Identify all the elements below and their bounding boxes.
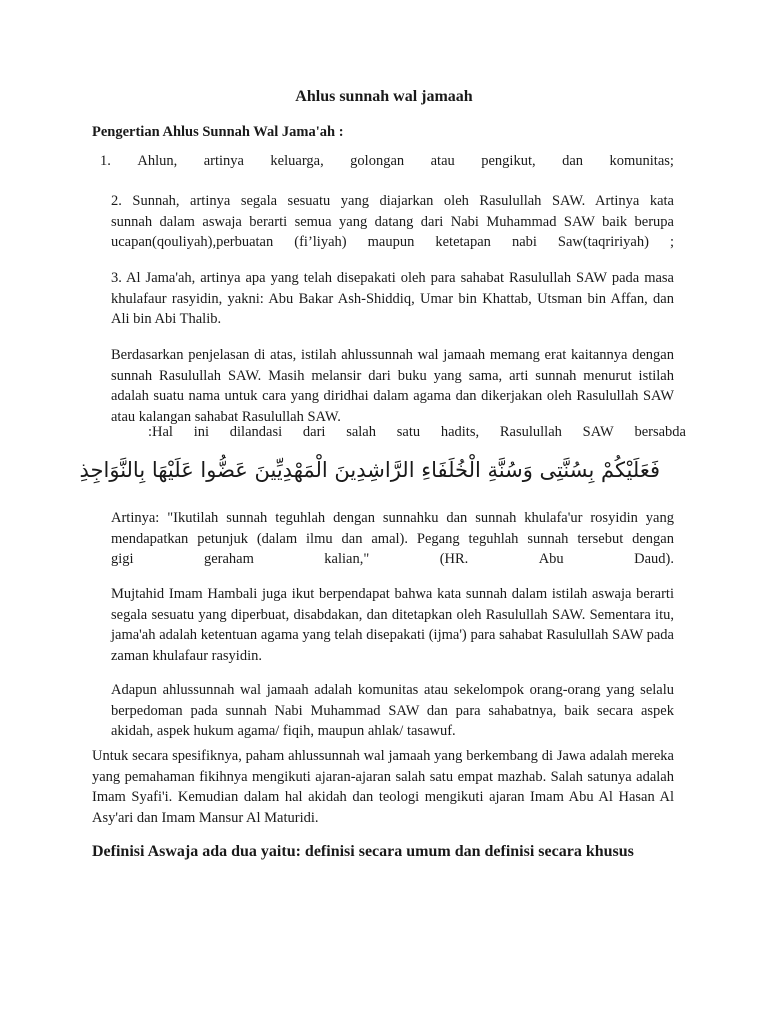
paragraph-spesifik: Untuk secara spesifiknya, paham ahlussunnah wal jamaah yang berkembang di Jawa adalah mereka yang pemahaman fikihnya mengikuti ajaran-ajaran salah satu empat mazhab. Salah satunya adalah Imam Syafi'i. Kemudian dalam hal akidah dan teologi mengikuti ajaran Imam Abu Al Hasan Al Asy'ari dan Imam Mansur Al Maturidi. (92, 748, 674, 826)
word: maupun (367, 234, 415, 250)
word: gigi (111, 551, 134, 567)
item2-line3 (111, 232, 674, 253)
item2-line2: sunnah dalam aswaja berarti semua yang datang dari Nabi Muhammad SAW baik berupa (111, 213, 674, 230)
word: nabi (511, 234, 537, 250)
item2-line1: 2. Sunnah, artinya segala sesuatu yang diajarkan oleh Rasulullah SAW. Artinya kata (111, 193, 674, 209)
word: 1. (100, 153, 111, 169)
word: (fi’liyah) (294, 234, 347, 250)
paragraph-artinya (111, 508, 674, 570)
definisi-heading: Definisi Aswaja ada dua yaitu: definisi secara umum dan definisi secara khusus (92, 843, 634, 860)
paragraph-berdasarkan: Berdasarkan penjelasan di atas, istilah ahlussunnah wal jamaah memang erat kaitannya dengan sunnah Rasulullah SAW. Masih melansir dari buku yang sama, arti sunnah menurut istilah adalah suatu nama untuk cara yang diridhai dalam agama dan dikerjakan oleh Rasulullah SAW atau kalangan sahabat Rasulullah SAW. (111, 347, 674, 425)
word: ini (193, 424, 210, 440)
word: :Hal (148, 424, 173, 440)
word: dilandasi (229, 424, 283, 440)
hadith-intro (148, 424, 686, 441)
word: kalian," (324, 551, 370, 567)
word: pengikut, (481, 153, 536, 169)
word: golongan (350, 153, 405, 169)
word: ; (669, 234, 674, 250)
word: komunitas; (609, 153, 674, 169)
word: (HR. (439, 551, 469, 567)
word: ucapan(qouliyah),perbuatan (111, 234, 274, 250)
paragraph-adapun: Adapun ahlussunnah wal jamaah adalah komunitas atau sekelompok orang-orang yang selalu berpedoman pada sunnah Nabi Muhammad SAW dan para sahabatnya, baik secara aspek akidah, aspek hukum agama/ fiqih, maupun ahlak/ tasawuf. (111, 682, 674, 739)
word: dan (562, 153, 584, 169)
list-item-2 (111, 191, 674, 253)
word: dari (302, 424, 326, 440)
paragraph-mujtahid: Mujtahid Imam Hambali juga ikut berpendapat bahwa kata sunnah dalam istilah aswaja berarti segala sesuatu yang diperbuat, disabdakan, dan ditetapkan oleh Rasulullah SAW. Sementara itu, jama'ah adalah ketentuan agama yang telah disepakati (ijma') para sahabat Rasulullah SAW pada zaman khulafaur rasyidin. (111, 586, 674, 664)
artinya-line2: mendapatkan petunjuk (dalam ilmu dan amal). Pegang teguhlah sunnah tersebut dengan (111, 530, 674, 547)
word: satu (396, 424, 421, 440)
word: ketetapan (435, 234, 491, 250)
word: hadits, (440, 424, 480, 440)
artinya-line1: Artinya: "Ikutilah sunnah teguhlah dengan sunnahku dan sunnah khulafa'ur rosyidin yang (111, 510, 674, 526)
word: bersabda (634, 424, 686, 440)
word: Saw(taqririyah) (557, 234, 649, 250)
list-item-3: 3. Al Jama'ah, artinya apa yang telah disepakati oleh para sahabat Rasulullah SAW pada masa khulafaur rasyidin, yakni: Abu Bakar Ash-Shiddiq, Umar bin Khattab, Utsman bin Affan, dan Ali bin Abi Thalib. (111, 270, 674, 327)
word: artinya (203, 153, 244, 169)
word: geraham (203, 551, 254, 567)
list-item-1 (100, 153, 674, 170)
word: keluarga, (270, 153, 324, 169)
arabic-hadith: فَعَلَيْكُمْ بِسُنَّتِى وَسُنَّةِ الْخُلَفَاءِ الرَّاشِدِينَ الْمَهْدِيِّينَ عَضُّوا عَلَيْهَا بِالنَّوَاجِذِ (79, 458, 660, 482)
word: salah (346, 424, 376, 440)
word: Daud). (634, 551, 674, 567)
word: Ahlun, (137, 153, 178, 169)
word: atau (430, 153, 455, 169)
document-title: Ahlus sunnah wal jamaah (295, 88, 473, 105)
section-heading: Pengertian Ahlus Sunnah Wal Jama'ah : (92, 124, 344, 140)
word: Abu (538, 551, 564, 567)
word: Rasulullah (499, 424, 562, 440)
word: SAW (582, 424, 614, 440)
artinya-line3 (111, 549, 674, 570)
